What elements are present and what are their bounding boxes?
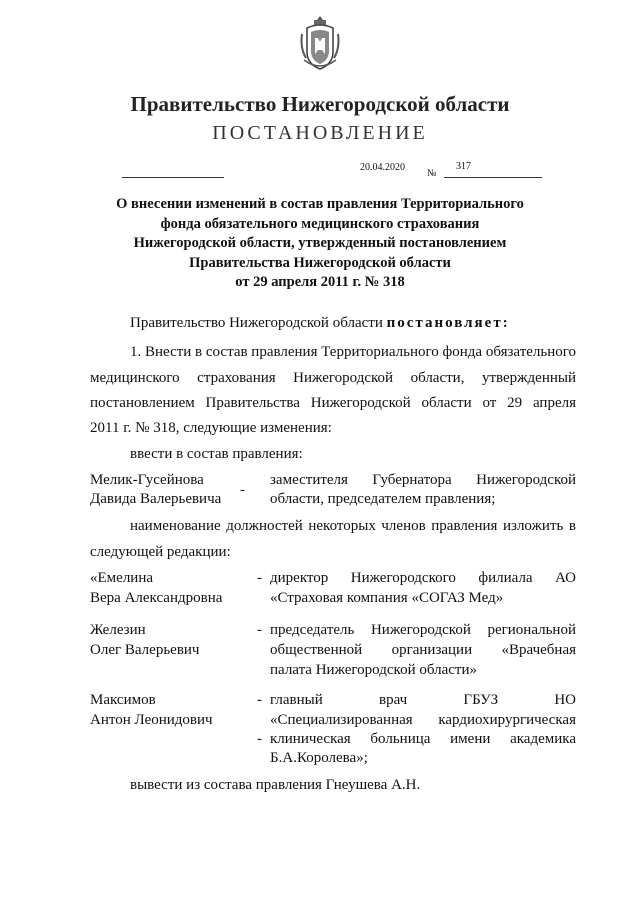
member-role-line: клиническая больница имени академика [270,731,576,747]
member-surname: Мелик-Гусейнова [90,472,204,488]
subject-line: Нижегородской области, утвержденный постановлением [133,235,507,251]
member-role-line: председатель Нижегородской региональной [270,622,576,638]
subject-line: О внесении изменений в состав правления Территориального [116,196,524,212]
remove-line: вывести из состава правления Гнеушева А.Н. [130,777,421,793]
intro-paragraph [130,315,510,332]
p1-line: 2011 г. № 318, следующие изменения: [90,420,332,436]
subject-line: от 29 апреля 2011 г. № 318 [235,274,405,290]
member-role-line: «Страховая компания «СОГАЗ Мед» [270,590,504,606]
p1-line: 1. Внести в состав правления Территориального фонда обязательного [130,344,577,360]
coat-of-arms-emblem [298,14,342,72]
member-name: Вера Александровна [90,590,223,606]
government-name: Правительство Нижегородской области [130,92,510,116]
member-name: Антон Леонидович [90,712,213,728]
member-surname: «Емелина [90,570,154,586]
member-dash: - [240,482,245,498]
decree-number: 317 [456,161,471,172]
member-surname: Железин [90,622,146,638]
date-underline [122,177,224,178]
number-label: № [427,168,437,179]
decree-date: 20.04.2020 [360,162,405,173]
member-role-line: «Специализированная кардиохирургическая [270,712,576,728]
member-role-line: Б.А.Королева»; [270,750,368,766]
p1-line: медицинского страхования Нижегородской области, утвержденный [90,370,576,386]
member-role-line: директор Нижегородского филиала АО [270,570,576,586]
member-role-line: главный врач ГБУЗ НО [270,692,576,708]
member-dash: - [257,622,262,638]
rename-line: наименование должностей некоторых членов правления изложить в [130,518,576,534]
member-role-line: заместителя Губернатора Нижегородской [270,472,576,488]
member-name: Олег Валерьевич [90,642,200,658]
member-dash: - [257,570,262,586]
member-role-line: области, председателем правления; [270,491,496,507]
intro-decree-word: постановляет: [386,315,510,331]
number-underline [444,177,542,178]
document-type: ПОСТАНОВЛЕНИЕ [212,122,428,144]
subject-line: фонда обязательного медицинского страхования [160,215,480,232]
intro-prefix: Правительство Нижегородской области [130,315,387,331]
member-dash: - [257,692,262,708]
decree-subject [0,195,640,293]
member-surname: Максимов [90,692,156,708]
member-name: Давида Валерьевича [90,491,222,507]
subject-line: Правительства Нижегородской области [189,254,451,271]
rename-line: следующей редакции: [90,544,231,560]
member-role-line: общественной организации «Врачебная [270,642,576,658]
member-role-line: палата Нижегородской области» [270,662,477,678]
p1-line: постановлением Правительства Нижегородской области от 29 апреля [90,395,576,411]
add-heading: ввести в состав правления: [130,446,303,462]
member-dash: - [257,731,262,747]
